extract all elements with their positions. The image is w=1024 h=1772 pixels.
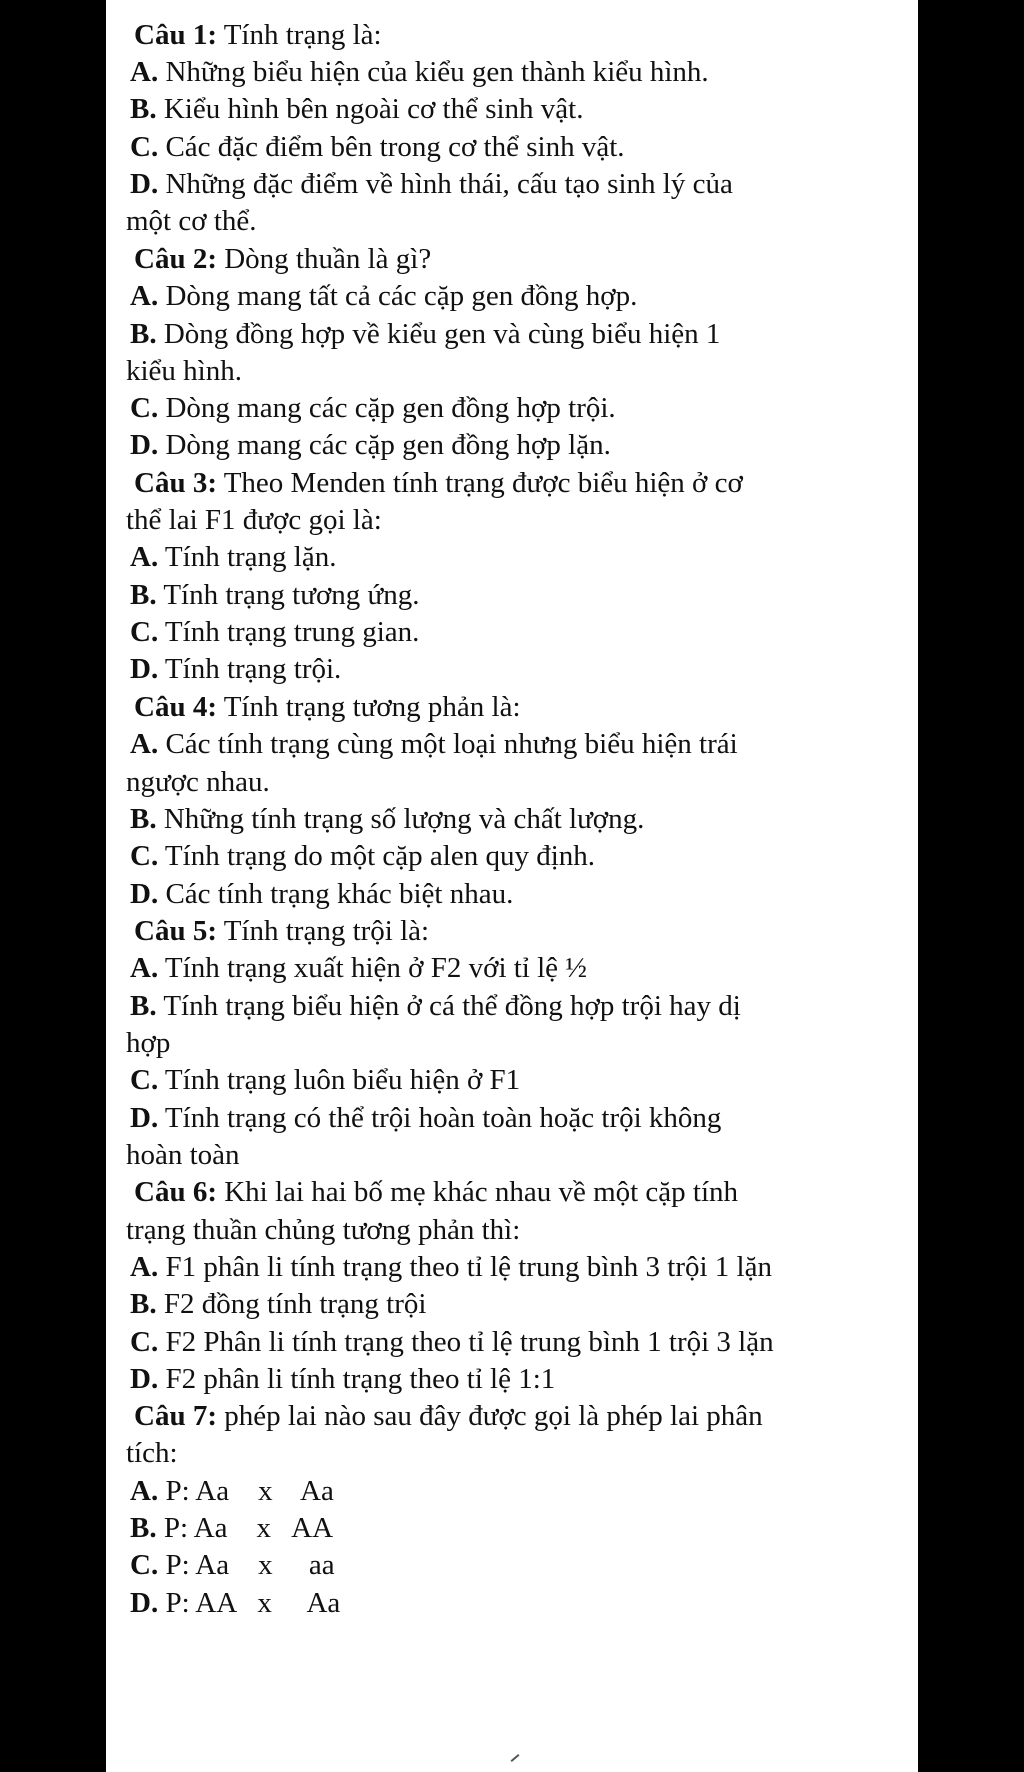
option-letter: A. xyxy=(130,952,159,984)
option-6-b xyxy=(130,1285,426,1323)
option-1-d-cont xyxy=(126,202,257,240)
option-letter: D. xyxy=(130,1102,159,1134)
option-letter: B. xyxy=(130,579,157,611)
question-text: Tính trạng trội là: xyxy=(216,915,430,947)
option-text: Các đặc điểm bên trong cơ thể sinh vật. xyxy=(158,131,625,163)
option-text: P: Aa x AA xyxy=(156,1512,334,1544)
question-text: Tính trạng tương phản là: xyxy=(216,691,521,723)
option-letter: C. xyxy=(130,1326,159,1358)
question-label: Câu 5: xyxy=(134,915,217,947)
option-text: Dòng mang các cặp gen đồng hợp trội. xyxy=(158,392,616,424)
option-letter: A. xyxy=(130,1251,159,1283)
option-letter: C. xyxy=(130,1064,159,1096)
option-text-cont: ngược nhau. xyxy=(126,766,270,798)
option-text: F2 đồng tính trạng trội xyxy=(156,1288,427,1320)
option-text: P: AA x Aa xyxy=(158,1587,341,1619)
question-text: Tính trạng là: xyxy=(216,19,382,51)
option-letter: A. xyxy=(130,541,159,573)
option-3-b xyxy=(130,576,420,614)
question-3-cont xyxy=(126,501,382,539)
option-text: Tính trạng lặn. xyxy=(158,541,337,573)
option-letter: D. xyxy=(130,653,159,685)
option-3-d xyxy=(130,650,341,688)
option-text: Tính trạng có thể trội hoàn toàn hoặc trội không xyxy=(158,1102,722,1134)
option-letter: B. xyxy=(130,990,157,1022)
option-1-c xyxy=(130,128,625,166)
option-letter: C. xyxy=(130,1549,159,1581)
option-text: P: Aa x Aa xyxy=(158,1475,334,1507)
option-4-d xyxy=(130,875,513,913)
question-text-cont: thể lai F1 được gọi là: xyxy=(126,504,382,536)
question-label: Câu 7: xyxy=(134,1400,217,1432)
option-5-d xyxy=(130,1099,721,1137)
option-letter: A. xyxy=(130,728,159,760)
question-label: Câu 4: xyxy=(134,691,217,723)
option-5-b xyxy=(130,987,741,1025)
option-1-b xyxy=(130,90,583,128)
question-text: Khi lai hai bố mẹ khác nhau về một cặp tính xyxy=(216,1176,739,1208)
option-1-a xyxy=(130,53,709,91)
option-6-c xyxy=(130,1323,774,1361)
option-text: Tính trạng trội. xyxy=(158,653,342,685)
option-text: Dòng mang các cặp gen đồng hợp lặn. xyxy=(158,429,611,461)
option-text: Những đặc điểm về hình thái, cấu tạo sinh lý của xyxy=(158,168,733,200)
option-6-d xyxy=(130,1360,555,1398)
option-3-c xyxy=(130,613,419,651)
option-4-a-cont xyxy=(126,763,270,801)
option-text: Các tính trạng khác biệt nhau. xyxy=(158,878,514,910)
option-letter: B. xyxy=(130,803,157,835)
option-text: Tính trạng xuất hiện ở F2 với tỉ lệ ½ xyxy=(158,952,588,984)
option-text: F2 phân li tính trạng theo tỉ lệ 1:1 xyxy=(158,1363,556,1395)
option-4-b xyxy=(130,800,644,838)
question-5 xyxy=(134,912,429,950)
question-1 xyxy=(134,16,382,54)
question-text: Dòng thuần là gì? xyxy=(216,243,432,275)
option-4-c xyxy=(130,837,595,875)
option-4-a xyxy=(130,725,738,763)
option-letter: D. xyxy=(130,878,159,910)
option-1-d xyxy=(130,165,733,203)
question-6-cont xyxy=(126,1211,520,1249)
option-7-c xyxy=(130,1546,335,1584)
option-text: Các tính trạng cùng một loại nhưng biểu hiện trái xyxy=(158,728,738,760)
option-letter: B. xyxy=(130,1288,157,1320)
option-text: Những biểu hiện của kiểu gen thành kiểu hình. xyxy=(158,56,709,88)
option-3-a xyxy=(130,538,336,576)
option-2-c xyxy=(130,389,616,427)
option-letter: D. xyxy=(130,1363,159,1395)
option-text: Tính trạng do một cặp alen quy định. xyxy=(158,840,596,872)
option-7-b xyxy=(130,1509,333,1547)
option-letter: A. xyxy=(130,56,159,88)
option-7-d xyxy=(130,1584,340,1622)
question-text-cont: trạng thuần chủng tương phản thì: xyxy=(126,1214,521,1246)
option-letter: D. xyxy=(130,1587,159,1619)
question-label: Câu 1: xyxy=(134,19,217,51)
option-text: Dòng mang tất cả các cặp gen đồng hợp. xyxy=(158,280,638,312)
option-letter: D. xyxy=(130,168,159,200)
option-text: F2 Phân li tính trạng theo tỉ lệ trung bình 1 trội 3 lặn xyxy=(158,1326,774,1358)
question-label: Câu 3: xyxy=(134,467,217,499)
question-7 xyxy=(134,1397,763,1435)
option-text-cont: kiểu hình. xyxy=(126,355,242,387)
question-7-cont xyxy=(126,1434,178,1472)
option-text: P: Aa x aa xyxy=(158,1549,335,1581)
option-text-cont: một cơ thể. xyxy=(126,205,257,237)
option-2-b xyxy=(130,315,720,353)
question-2 xyxy=(134,240,431,278)
option-5-a xyxy=(130,949,587,987)
option-text: Dòng đồng hợp về kiểu gen và cùng biểu hiện 1 xyxy=(156,318,721,350)
option-text: Tính trạng biểu hiện ở cá thể đồng hợp trội hay dị xyxy=(156,990,741,1022)
question-text: phép lai nào sau đây được gọi là phép lai phân xyxy=(216,1400,763,1432)
question-label: Câu 2: xyxy=(134,243,217,275)
option-letter: C. xyxy=(130,131,159,163)
option-letter: B. xyxy=(130,1512,157,1544)
option-letter: D. xyxy=(130,429,159,461)
option-6-a xyxy=(130,1248,772,1286)
option-7-a xyxy=(130,1472,334,1510)
option-2-a xyxy=(130,277,637,315)
option-letter: B. xyxy=(130,93,157,125)
option-text-cont: hoàn toàn xyxy=(126,1139,240,1171)
option-text: Tính trạng luôn biểu hiện ở F1 xyxy=(158,1064,521,1096)
option-text: Tính trạng trung gian. xyxy=(158,616,420,648)
option-letter: A. xyxy=(130,280,159,312)
option-5-c xyxy=(130,1061,520,1099)
option-2-b-cont xyxy=(126,352,242,390)
option-letter: A. xyxy=(130,1475,159,1507)
option-letter: C. xyxy=(130,616,159,648)
option-text: F1 phân li tính trạng theo tỉ lệ trung bình 3 trội 1 lặn xyxy=(158,1251,772,1283)
option-letter: B. xyxy=(130,318,157,350)
option-2-d xyxy=(130,426,611,464)
option-letter: C. xyxy=(130,840,159,872)
question-text: Theo Menden tính trạng được biểu hiện ở cơ xyxy=(216,467,743,499)
option-text: Kiểu hình bên ngoài cơ thể sinh vật. xyxy=(156,93,584,125)
question-3 xyxy=(134,464,743,502)
option-5-d-cont xyxy=(126,1136,240,1174)
question-label: Câu 6: xyxy=(134,1176,217,1208)
option-text: Những tính trạng số lượng và chất lượng. xyxy=(156,803,645,835)
question-4 xyxy=(134,688,521,726)
option-letter: C. xyxy=(130,392,159,424)
option-5-b-cont xyxy=(126,1024,170,1062)
question-text-cont: tích: xyxy=(126,1437,178,1469)
question-6 xyxy=(134,1173,738,1211)
option-text-cont: hợp xyxy=(126,1027,171,1059)
option-text: Tính trạng tương ứng. xyxy=(156,579,420,611)
